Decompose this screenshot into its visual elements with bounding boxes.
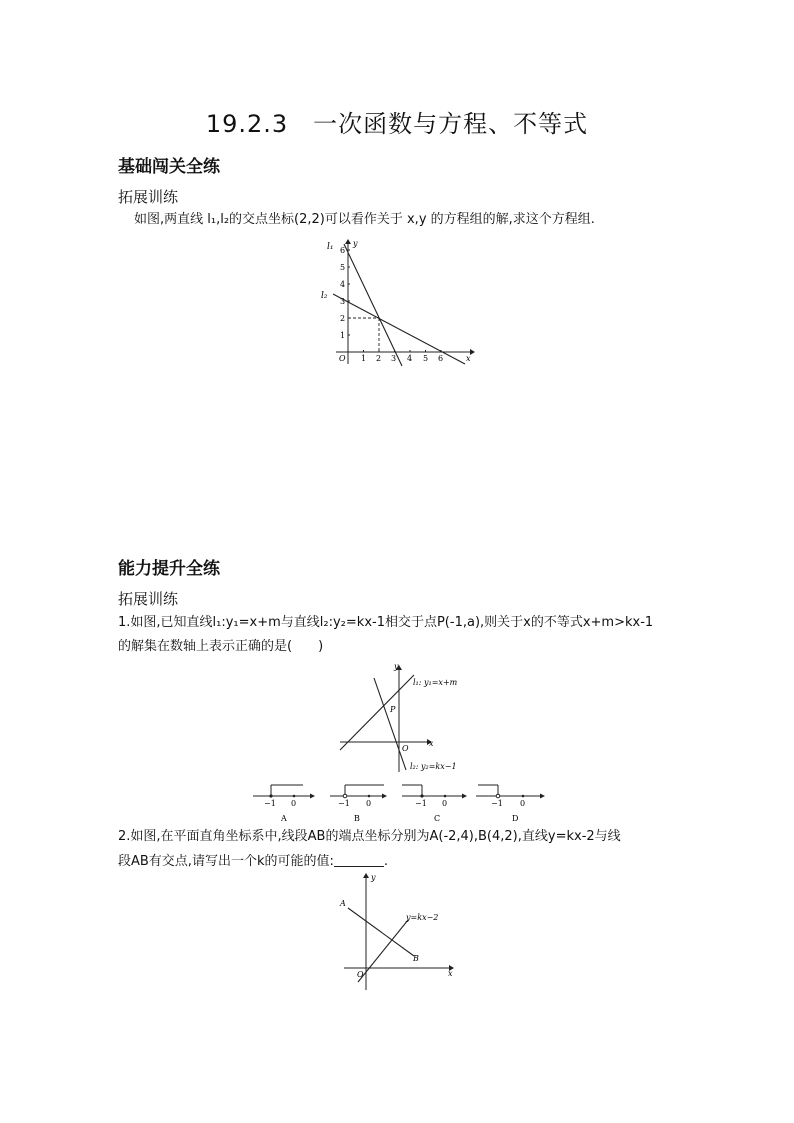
question-2-text-prompt: 段AB有交点,请写出一个k的可能的值: (118, 854, 334, 869)
option-c-letter: C (434, 814, 441, 823)
origin-label: O (339, 354, 346, 363)
y-tick-label: 1 (340, 331, 346, 340)
answer-options-number-lines (250, 776, 550, 824)
y-axis-label: y (394, 662, 399, 671)
line-l2 (374, 678, 406, 770)
origin-label: O (357, 970, 364, 979)
svg-text:0: 0 (442, 799, 448, 808)
section-subheading-extension: 拓展训练 (118, 590, 179, 608)
y-tick-label: 6 (340, 246, 346, 255)
origin-label: O (402, 744, 409, 753)
line-l1-label: l₁ (327, 242, 334, 252)
question-1-text-line1: 1.如图,已知直线l₁:y₁=x+m与直线l₂:y₂=kx-1相交于点P(-1,a),则关于x的不等式x+m>kx-1 (118, 615, 654, 630)
y-tick-label: 4 (340, 280, 346, 289)
point-b-label: B (413, 954, 419, 963)
option-a-letter: A (281, 814, 287, 823)
svg-text:0: 0 (291, 799, 297, 808)
option-a (253, 785, 315, 823)
x-axis-label: x (429, 739, 434, 748)
x-tick-label: 3 (391, 354, 397, 363)
question-1-text-line2: 的解集在数轴上表示正确的是( ) (118, 639, 324, 654)
page-title: 19.2.3 一次函数与方程、不等式 (205, 110, 589, 138)
problem-text: 如图,两直线 l₁,l₂的交点坐标(2,2)可以看作关于 x,y 的方程组的解,求这个方程组. (134, 212, 595, 227)
y-axis-arrow (345, 239, 351, 244)
x-axis-label: x (448, 969, 453, 978)
section-heading-basic: 基础闯关全练 (118, 157, 220, 177)
x-tick-label: 2 (376, 354, 382, 363)
option-d-letter: D (512, 814, 519, 823)
svg-text:−1: −1 (491, 799, 503, 808)
line-label: y=kx−2 (406, 913, 439, 922)
section-heading-advanced: 能力提升全练 (118, 559, 220, 579)
x-tick-label: 5 (423, 354, 429, 363)
figure-question-1-graph (334, 660, 484, 776)
x-tick-label: 6 (438, 354, 444, 363)
y-axis-arrow (363, 873, 369, 878)
y-axis-label: y (353, 239, 358, 248)
figure-two-lines-graph (318, 236, 478, 370)
line-l2-label: l₂ (321, 291, 328, 301)
svg-text:0: 0 (366, 799, 372, 808)
line-l1-label: l₁: y₁=x+m (413, 678, 458, 687)
y-tick-label: 5 (340, 263, 346, 272)
y-tick-label: 2 (340, 314, 346, 323)
point-p-label: P (390, 705, 396, 714)
figure-question-2-graph (336, 870, 460, 994)
svg-text:0: 0 (520, 799, 526, 808)
answer-blank[interactable] (334, 852, 384, 867)
segment-ab (348, 908, 414, 956)
option-b-letter: B (354, 814, 360, 823)
option-b (330, 785, 387, 823)
svg-text:−1: −1 (264, 799, 276, 808)
svg-text:−1: −1 (415, 799, 427, 808)
x-tick-label: 4 (407, 354, 413, 363)
point-a-label: A (340, 899, 346, 908)
option-d (476, 785, 545, 823)
line-l2 (333, 294, 465, 364)
y-axis-label: y (371, 873, 376, 882)
x-axis-arrow (470, 349, 475, 355)
x-tick-label: 1 (361, 354, 367, 363)
y-tick-label: 3 (340, 297, 346, 306)
line-l2-label: l₂: y₂=kx−1 (410, 762, 457, 771)
svg-text:−1: −1 (338, 799, 350, 808)
section-subheading-extension: 拓展训练 (118, 188, 179, 206)
option-c (402, 785, 467, 823)
question-2-text-line1: 2.如图,在平面直角坐标系中,线段AB的端点坐标分别为A(-2,4),B(4,2),直线y=kx-2与线 (118, 829, 621, 844)
question-2-text-line2: 段AB有交点,请写出一个k的可能的值: . (118, 854, 388, 869)
x-axis-label: x (466, 354, 471, 363)
